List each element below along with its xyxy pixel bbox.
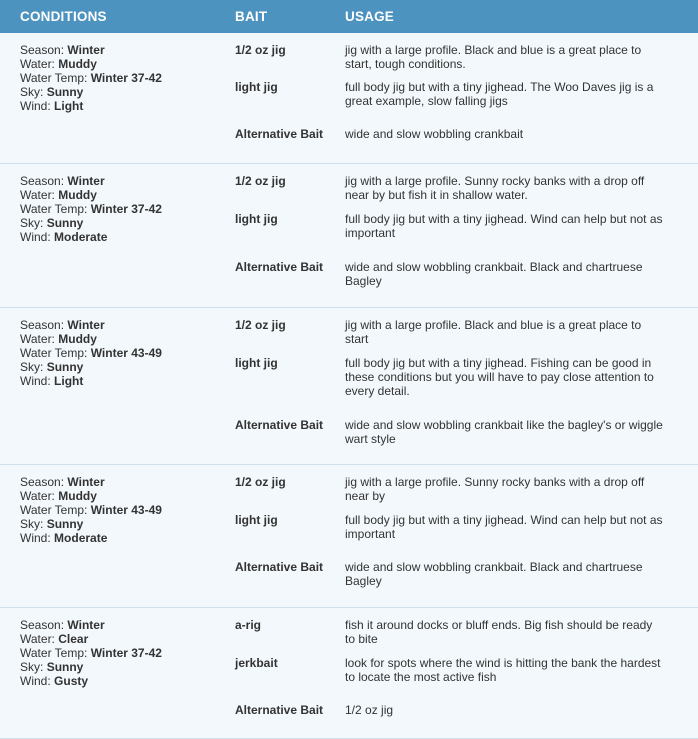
conditions-cell (0, 465, 215, 607)
bait-name: 1/2 oz jig (235, 43, 286, 57)
bait-name: Alternative Bait (235, 418, 324, 432)
water-line: Water: Muddy (20, 188, 97, 202)
bait-name: light jig (235, 212, 278, 226)
water-line: Water: Muddy (20, 332, 97, 346)
bait-name: a-rig (235, 618, 262, 632)
sky-line: Sky: Sunny (20, 517, 84, 531)
bait-rows (215, 308, 698, 464)
water-temp-line: Water Temp: Winter 43-49 (20, 503, 162, 517)
bait-usage: wide and slow wobbling crankbait (345, 127, 524, 141)
bait-name: 1/2 oz jig (235, 174, 286, 188)
bait-usage: wide and slow wobbling crankbait. Black and chartruese Bagley (345, 560, 643, 588)
wind-line: Wind: Light (20, 99, 84, 113)
bait-usage: 1/2 oz jig (345, 703, 394, 717)
condition-group (0, 465, 698, 608)
water-temp-line: Water Temp: Winter 43-49 (20, 346, 162, 360)
condition-group (0, 308, 698, 465)
water-line: Water: Muddy (20, 489, 97, 503)
bait-name: Alternative Bait (235, 260, 324, 274)
conditions-cell (0, 308, 215, 464)
conditions-cell (0, 164, 215, 307)
conditions-cell (0, 608, 215, 738)
season-line: Season: Winter (20, 174, 105, 188)
bait-row (215, 656, 698, 703)
bait-row (215, 513, 698, 560)
sky-line: Sky: Sunny (20, 360, 84, 374)
sky-line: Sky: Sunny (20, 660, 84, 674)
bait-name: Alternative Bait (235, 703, 324, 717)
bait-usage: jig with a large profile. Sunny rocky banks with a drop off near by (345, 475, 645, 503)
water-line: Water: Clear (20, 632, 89, 646)
bait-rows (215, 33, 698, 163)
bait-rows (215, 465, 698, 607)
bait-row (215, 127, 698, 141)
bait-row (215, 212, 698, 260)
bait-usage: full body jig but with a tiny jighead. The Woo Daves jig is a great example, slow falling jigs (345, 80, 654, 108)
bait-usage: wide and slow wobbling crankbait like the bagley's or wiggle wart style (345, 418, 663, 446)
wind-line: Wind: Gusty (20, 674, 89, 688)
bait-row (215, 308, 698, 356)
header-conditions: CONDITIONS (20, 9, 107, 24)
bait-row (215, 33, 698, 80)
wind-line: Wind: Moderate (20, 230, 108, 244)
bait-name: light jig (235, 356, 278, 370)
bait-row (215, 418, 698, 446)
table-header (0, 0, 698, 33)
bait-usage: fish it around docks or bluff ends. Big fish should be ready to bite (345, 618, 653, 646)
bait-row (215, 260, 698, 288)
bait-usage: jig with a large profile. Black and blue is a great place to start, tough conditions. (345, 43, 642, 71)
season-line: Season: Winter (20, 475, 105, 489)
condition-group (0, 164, 698, 308)
condition-group (0, 608, 698, 739)
bait-name: jerkbait (235, 656, 278, 670)
bait-name: Alternative Bait (235, 560, 324, 574)
conditions-cell (0, 33, 215, 163)
bait-usage: full body jig but with a tiny jighead. Fishing can be good in these conditions but you will have to pay close attention to every detail. (345, 356, 654, 398)
season-line: Season: Winter (20, 318, 105, 332)
bait-row (215, 465, 698, 513)
wind-line: Wind: Moderate (20, 531, 108, 545)
bait-usage: full body jig but with a tiny jighead. Wind can help but not as important (345, 212, 663, 240)
bait-rows (215, 608, 698, 738)
bait-row (215, 80, 698, 127)
bait-usage: full body jig but with a tiny jighead. Wind can help but not as important (345, 513, 663, 541)
bait-row (215, 356, 698, 418)
bait-name: light jig (235, 80, 278, 94)
sky-line: Sky: Sunny (20, 216, 84, 230)
season-line: Season: Winter (20, 618, 105, 632)
water-temp-line: Water Temp: Winter 37-42 (20, 202, 162, 216)
water-temp-line: Water Temp: Winter 37-42 (20, 71, 162, 85)
bait-usage: jig with a large profile. Black and blue is a great place to start (345, 318, 642, 346)
bait-row (215, 560, 698, 588)
bait-usage: wide and slow wobbling crankbait. Black and chartruese Bagley (345, 260, 643, 288)
bait-usage: look for spots where the wind is hitting the bank the hardest to locate the most active fish (345, 656, 661, 684)
bait-name: 1/2 oz jig (235, 318, 286, 332)
season-line: Season: Winter (20, 43, 105, 57)
sky-line: Sky: Sunny (20, 85, 84, 99)
wind-line: Wind: Light (20, 374, 84, 388)
header-usage: USAGE (345, 9, 395, 24)
condition-group (0, 33, 698, 164)
header-bait: BAIT (235, 9, 268, 24)
bait-usage: jig with a large profile. Sunny rocky banks with a drop off near by but fish it in shallow water. (345, 174, 645, 202)
water-line: Water: Muddy (20, 57, 97, 71)
bait-name: 1/2 oz jig (235, 475, 286, 489)
bait-name: Alternative Bait (235, 127, 324, 141)
bait-row (215, 608, 698, 656)
bait-name: light jig (235, 513, 278, 527)
bait-row (215, 164, 698, 212)
bait-row (215, 703, 698, 717)
water-temp-line: Water Temp: Winter 37-42 (20, 646, 162, 660)
bait-rows (215, 164, 698, 307)
